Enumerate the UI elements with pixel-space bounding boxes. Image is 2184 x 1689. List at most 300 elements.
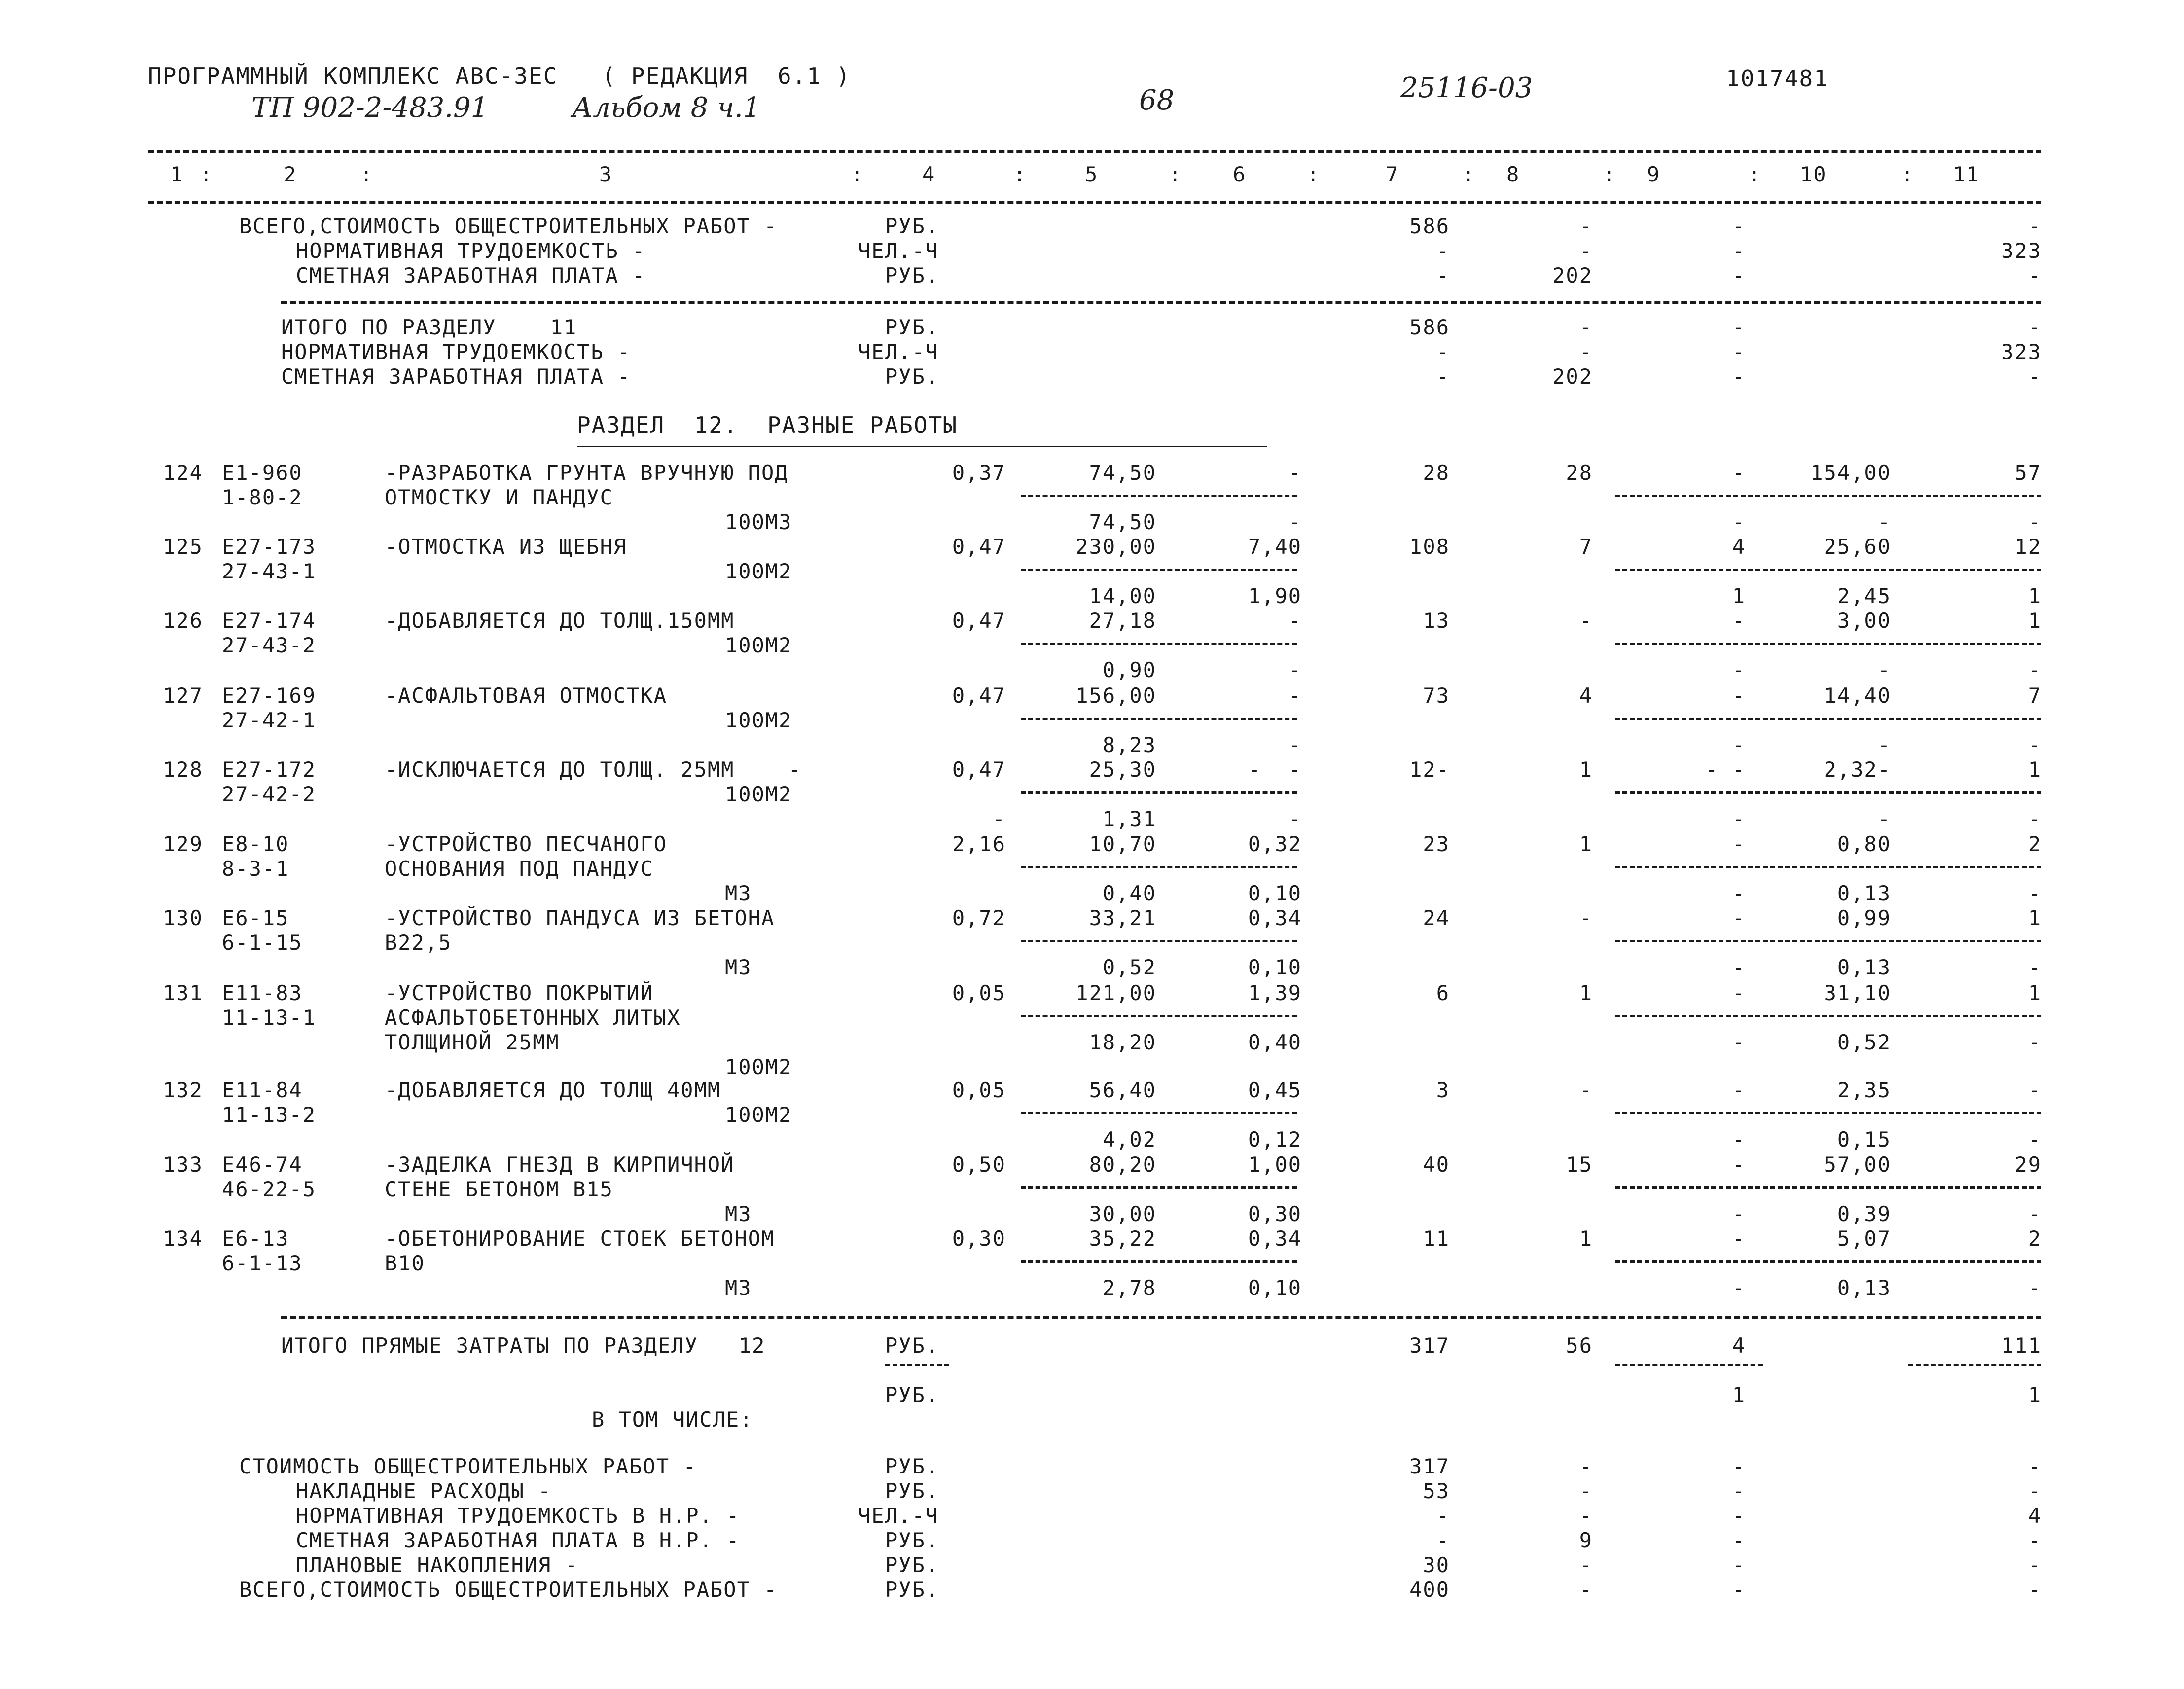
item-subrule-left: [1021, 1260, 1297, 1263]
column-separator: :: [1748, 162, 1762, 186]
summary-label: СМЕТНАЯ ЗАРАБОТНАЯ ПЛАТА -: [296, 263, 646, 287]
item-number: 129: [163, 832, 203, 856]
item-col6: -: [1288, 683, 1302, 708]
column-header-9: 9: [1647, 162, 1661, 186]
item-unit: 100М2: [725, 708, 792, 732]
item-col6-second: 0,10: [1248, 955, 1302, 979]
item-col5: 156,00: [1075, 683, 1156, 708]
item-col9-second: -: [1732, 1276, 1746, 1300]
item-col9: -: [1732, 1152, 1746, 1177]
item-col6-second: 0,40: [1248, 1030, 1302, 1054]
summary-col7: 400: [1409, 1578, 1450, 1602]
item-description: -УСТРОЙСТВО ПОКРЫТИЙ: [385, 981, 654, 1005]
item-col10-second: 0,13: [1837, 955, 1891, 979]
item-col6: 0,34: [1248, 906, 1302, 930]
item-col11: 57: [2014, 461, 2041, 485]
item-subrule-right: [1615, 495, 2041, 497]
summary-label: НОРМАТИВНАЯ ТРУДОЕМКОСТЬ В Н.Р. -: [296, 1504, 740, 1528]
column-separator: :: [1307, 162, 1321, 186]
item-subrule-left: [1021, 791, 1297, 794]
item-subrule-right: [1615, 866, 2041, 868]
item-col6: 0,45: [1248, 1078, 1302, 1102]
summary-unit: ЧЕЛ.-Ч: [858, 239, 939, 263]
item-number: 127: [163, 683, 203, 708]
item-col5: 25,30: [1089, 757, 1156, 782]
summary-col9: -: [1732, 214, 1746, 238]
item-col4-second: -: [992, 807, 1006, 831]
item-code: Е11-84: [222, 1078, 303, 1102]
header-rule-bottom: [148, 201, 2041, 204]
item-col9: -: [1732, 1226, 1746, 1251]
item-description: ТОЛЩИНОЙ 25ММ: [385, 1030, 560, 1054]
item-col10: 25,60: [1824, 535, 1891, 559]
item-reference: 1-80-2: [222, 485, 303, 509]
item-unit: 100М2: [725, 782, 792, 806]
summary-unit: РУБ.: [885, 364, 939, 389]
item-col5-second: 18,20: [1089, 1030, 1156, 1054]
summary-col8: 9: [1579, 1528, 1593, 1552]
item-col11: 2: [2028, 1226, 2041, 1251]
item-code: Е27-173: [222, 535, 317, 559]
item-col8: -: [1579, 906, 1593, 930]
program-title: ПРОГРАММНЫЙ КОМПЛЕКС АВС-3ЕС ( РЕДАКЦИЯ 6.1 ): [148, 63, 851, 89]
item-code: Е46-74: [222, 1152, 303, 1177]
item-number: 132: [163, 1078, 203, 1102]
item-col6-second: 0,10: [1248, 881, 1302, 905]
item-subrule-left: [1021, 495, 1297, 497]
item-code: Е27-172: [222, 757, 317, 782]
item-col6-second: -: [1288, 510, 1302, 534]
summary-col7: 53: [1423, 1479, 1450, 1503]
item-col6-second: -: [1288, 733, 1302, 757]
item-subrule-right: [1615, 1112, 2041, 1114]
summary-col11: -: [2028, 1578, 2041, 1602]
item-col8: 1: [1579, 1226, 1593, 1251]
item-col7: 108: [1409, 535, 1450, 559]
summary-col7: -: [1436, 1528, 1450, 1552]
item-description: ОТМОСТКУ И ПАНДУС: [385, 485, 613, 509]
item-description: -ОТМОСТКА ИЗ ЩЕБНЯ: [385, 535, 627, 559]
item-reference: 27-42-2: [222, 782, 317, 806]
item-col5-second: 0,52: [1102, 955, 1156, 979]
item-col5: 27,18: [1089, 609, 1156, 633]
column-header-2: 2: [284, 162, 297, 186]
summary-col8: -: [1579, 1578, 1593, 1602]
summary-col11: -: [2028, 263, 2041, 287]
summary-label: НОРМАТИВНАЯ ТРУДОЕМКОСТЬ -: [296, 239, 646, 263]
item-description: ОСНОВАНИЯ ПОД ПАНДУС: [385, 857, 654, 881]
item-col5: 230,00: [1075, 535, 1156, 559]
item-code: Е6-15: [222, 906, 289, 930]
item-col11: 1: [2028, 981, 2041, 1005]
item-subrule-left: [1021, 718, 1297, 720]
item-col9: -: [1732, 832, 1746, 856]
item-col5-second: 74,50: [1089, 510, 1156, 534]
item-code: Е27-169: [222, 683, 317, 708]
summary-col8: -: [1579, 1454, 1593, 1478]
item-col9: - -: [1705, 757, 1746, 782]
item-col5-second: 14,00: [1089, 584, 1156, 608]
item-col8: 4: [1579, 683, 1593, 708]
item-col7: 12-: [1409, 757, 1450, 782]
item-col9: -: [1732, 461, 1746, 485]
item-number: 133: [163, 1152, 203, 1177]
summary-unit: РУБ.: [885, 263, 939, 287]
item-description: -ЗАДЕЛКА ГНЕЗД В КИРПИЧНОЙ: [385, 1152, 735, 1177]
handwritten-album: Альбом 8 ч.1: [572, 92, 761, 124]
summary-unit: РУБ.: [885, 1578, 939, 1602]
item-col5: 74,50: [1089, 461, 1156, 485]
summary-col7: 586: [1409, 315, 1450, 339]
item-col5-second: 30,00: [1089, 1202, 1156, 1226]
item-col8: 7: [1579, 535, 1593, 559]
item-col6: -: [1288, 461, 1302, 485]
item-unit: М3: [725, 1202, 752, 1226]
item-subrule-left: [1021, 1015, 1297, 1017]
item-reference: 6-1-15: [222, 931, 303, 955]
item-col10: 2,32-: [1824, 757, 1891, 782]
item-col7: 3: [1436, 1078, 1450, 1102]
summary-unit: РУБ.: [885, 1479, 939, 1503]
summary-unit: РУБ.: [885, 1454, 939, 1478]
item-description: -ОБЕТОНИРОВАНИЕ СТОЕК БЕТОНОМ: [385, 1226, 775, 1251]
item-col11: -: [2028, 1078, 2041, 1102]
item-subrule-right: [1615, 1260, 2041, 1263]
column-header-11: 11: [1953, 162, 1980, 186]
item-col5: 56,40: [1089, 1078, 1156, 1102]
item-col6-second: 0,12: [1248, 1127, 1302, 1151]
item-col5: 10,70: [1089, 832, 1156, 856]
item-col11: 1: [2028, 906, 2041, 930]
item-unit: 100М2: [725, 1103, 792, 1127]
summary-col11: -: [2028, 1553, 2041, 1577]
item-subrule-left: [1021, 643, 1297, 645]
item-description: АСФАЛЬТОБЕТОННЫХ ЛИТЫХ: [385, 1006, 681, 1030]
item-col7: 13: [1423, 609, 1450, 633]
item-col6: 1,00: [1248, 1152, 1302, 1177]
item-col4: 0,05: [952, 981, 1006, 1005]
item-unit: М3: [725, 881, 752, 905]
item-description: -РАЗРАБОТКА ГРУНТА ВРУЧНУЮ ПОД: [385, 461, 788, 485]
item-col10: 57,00: [1824, 1152, 1891, 1177]
section-title: РАЗДЕЛ 12. РАЗНЫЕ РАБОТЫ: [577, 412, 958, 438]
item-col4: 2,16: [952, 832, 1006, 856]
item-col11-second: -: [2028, 955, 2041, 979]
item-col9-second: -: [1732, 807, 1746, 831]
item-col10-second: 0,15: [1837, 1127, 1891, 1151]
item-reference: 27-42-1: [222, 708, 317, 732]
item-description: -УСТРОЙСТВО ПЕСЧАНОГО: [385, 832, 668, 856]
item-reference: 27-43-1: [222, 559, 317, 583]
item-number: 130: [163, 906, 203, 930]
summary-col9: -: [1732, 1553, 1746, 1577]
summary-col9: -: [1732, 239, 1746, 263]
item-col5-second: 8,23: [1102, 733, 1156, 757]
item-col10-second: 0,13: [1837, 881, 1891, 905]
item-col5: 35,22: [1089, 1226, 1156, 1251]
item-col11-second: -: [2028, 881, 2041, 905]
item-col7: 40: [1423, 1152, 1450, 1177]
item-number: 126: [163, 609, 203, 633]
item-subrule-right: [1615, 643, 2041, 645]
handwritten-page-number: 68: [1139, 84, 1175, 116]
item-col9-second: -: [1732, 1030, 1746, 1054]
item-col4: 0,47: [952, 757, 1006, 782]
item-col5-second: 0,90: [1102, 658, 1156, 682]
summary-label: ИТОГО ПО РАЗДЕЛУ 11: [281, 315, 577, 339]
column-separator: :: [851, 162, 864, 186]
item-description: -ДОБАВЛЯЕТСЯ ДО ТОЛЩ.150ММ: [385, 609, 735, 633]
column-header-8: 8: [1506, 162, 1520, 186]
summary-col7: 317: [1409, 1454, 1450, 1478]
item-col10-second: -: [1877, 807, 1891, 831]
item-subrule-left: [1021, 1186, 1297, 1189]
item-col11-second: -: [2028, 1127, 2041, 1151]
header-rule-top: [148, 150, 2041, 153]
item-col11-second: -: [2028, 1202, 2041, 1226]
item-unit: 100М2: [725, 1055, 792, 1079]
item-subrule-right: [1615, 940, 2041, 942]
item-description: В22,5: [385, 931, 452, 955]
summary-label: НОРМАТИВНАЯ ТРУДОЕМКОСТЬ -: [281, 340, 631, 364]
item-col9: -: [1732, 906, 1746, 930]
column-separator: :: [200, 162, 214, 186]
item-col6-second: -: [1288, 658, 1302, 682]
summary-col9: -: [1732, 340, 1746, 364]
item-col9: -: [1732, 609, 1746, 633]
handwritten-reference: 25116-03: [1400, 72, 1533, 104]
direct-total-unit-second: РУБ.: [885, 1383, 939, 1407]
item-reference: 11-13-2: [222, 1103, 317, 1127]
item-col11-second: -: [2028, 733, 2041, 757]
item-subrule-left: [1021, 940, 1297, 942]
direct-total-col9: 4: [1732, 1333, 1746, 1358]
column-header-10: 10: [1800, 162, 1827, 186]
item-col9: 4: [1732, 535, 1746, 559]
summary-col9: -: [1732, 1504, 1746, 1528]
summary-unit: РУБ.: [885, 315, 939, 339]
item-number: 131: [163, 981, 203, 1005]
item-number: 124: [163, 461, 203, 485]
item-subrule-left: [1021, 866, 1297, 868]
column-header-4: 4: [922, 162, 936, 186]
item-col8: 1: [1579, 757, 1593, 782]
summary-col9: -: [1732, 1479, 1746, 1503]
item-number: 125: [163, 535, 203, 559]
item-col10-second: -: [1877, 510, 1891, 534]
item-col9-second: -: [1732, 658, 1746, 682]
item-col7: 11: [1423, 1226, 1450, 1251]
summary-label: ПЛАНОВЫЕ НАКОПЛЕНИЯ -: [296, 1553, 579, 1577]
summary-col9: -: [1732, 1454, 1746, 1478]
summary-col8: 202: [1552, 364, 1593, 389]
item-col6-second: 1,90: [1248, 584, 1302, 608]
item-col10-second: 2,45: [1837, 584, 1891, 608]
column-header-5: 5: [1085, 162, 1099, 186]
summary-col11: -: [2028, 315, 2041, 339]
item-reference: 11-13-1: [222, 1006, 317, 1030]
summary-unit: РУБ.: [885, 214, 939, 238]
item-col10-second: 0,52: [1837, 1030, 1891, 1054]
direct-total-label: ИТОГО ПРЯМЫЕ ЗАТРАТЫ ПО РАЗДЕЛУ 12: [281, 1333, 766, 1358]
item-col5: 33,21: [1089, 906, 1156, 930]
summary-col8: -: [1579, 315, 1593, 339]
item-col4: 0,47: [952, 609, 1006, 633]
summary-unit: РУБ.: [885, 1528, 939, 1552]
item-col11-second: -: [2028, 1030, 2041, 1054]
item-unit: 100М2: [725, 559, 792, 583]
item-col5-second: 0,40: [1102, 881, 1156, 905]
item-col9: -: [1732, 683, 1746, 708]
summary-label: СМЕТНАЯ ЗАРАБОТНАЯ ПЛАТА В Н.Р. -: [296, 1528, 740, 1552]
item-col8: 28: [1566, 461, 1593, 485]
item-col11-second: 1: [2028, 584, 2041, 608]
summary-col7: -: [1436, 340, 1450, 364]
column-header-7: 7: [1386, 162, 1399, 186]
summary-col8: -: [1579, 1479, 1593, 1503]
item-col8: -: [1579, 1078, 1593, 1102]
summary-col8: -: [1579, 1553, 1593, 1577]
direct-total-unit: РУБ.: [885, 1333, 939, 1358]
item-subrule-right: [1615, 1015, 2041, 1017]
direct-total-col11: 111: [2001, 1333, 2041, 1358]
direct-total-col11-second: 1: [2028, 1383, 2041, 1407]
item-subrule-right: [1615, 1186, 2041, 1189]
item-col6-second: 0,30: [1248, 1202, 1302, 1226]
summary-col8: -: [1579, 340, 1593, 364]
item-col10: 154,00: [1810, 461, 1891, 485]
item-col6-second: 0,10: [1248, 1276, 1302, 1300]
item-subrule-right: [1615, 791, 2041, 794]
item-col10: 0,80: [1837, 832, 1891, 856]
item-col6: - -: [1248, 757, 1302, 782]
item-code: Е27-174: [222, 609, 317, 633]
summary-col11: -: [2028, 214, 2041, 238]
column-separator: :: [1169, 162, 1182, 186]
item-col4: 0,72: [952, 906, 1006, 930]
item-description: -ДОБАВЛЯЕТСЯ ДО ТОЛЩ 40ММ: [385, 1078, 721, 1102]
item-col6-second: -: [1288, 807, 1302, 831]
item-col4: 0,30: [952, 1226, 1006, 1251]
item-col11: 29: [2014, 1152, 2041, 1177]
summary-label: СТОИМОСТЬ ОБЩЕСТРОИТЕЛЬНЫХ РАБОТ -: [239, 1454, 697, 1478]
item-col7: 24: [1423, 906, 1450, 930]
item-col10: 31,10: [1824, 981, 1891, 1005]
summary-col9: -: [1732, 1528, 1746, 1552]
item-col9-second: -: [1732, 733, 1746, 757]
item-col9: -: [1732, 1078, 1746, 1102]
item-code: Е8-10: [222, 832, 289, 856]
column-header-1: 1: [170, 162, 184, 186]
document-code: 1017481: [1726, 65, 1828, 92]
item-col11-second: -: [2028, 1276, 2041, 1300]
item-description: -УСТРОЙСТВО ПАНДУСА ИЗ БЕТОНА: [385, 906, 775, 930]
item-description: -АСФАЛЬТОВАЯ ОТМОСТКА: [385, 683, 668, 708]
item-unit: 100М3: [725, 510, 792, 534]
item-col9-second: -: [1732, 881, 1746, 905]
item-col10: 5,07: [1837, 1226, 1891, 1251]
summary-col11: 323: [2001, 239, 2041, 263]
item-col11-second: -: [2028, 807, 2041, 831]
item-col10: 2,35: [1837, 1078, 1891, 1102]
summary-col8: -: [1579, 239, 1593, 263]
item-col8: 1: [1579, 832, 1593, 856]
summary-label: НАКЛАДНЫЕ РАСХОДЫ -: [296, 1479, 552, 1503]
summary-col7: -: [1436, 239, 1450, 263]
item-col9: -: [1732, 981, 1746, 1005]
summary-col9: -: [1732, 1578, 1746, 1602]
item-col11: 2: [2028, 832, 2041, 856]
item-col5-second: 4,02: [1102, 1127, 1156, 1151]
direct-total-col7: 317: [1409, 1333, 1450, 1358]
item-col7: 28: [1423, 461, 1450, 485]
column-separator: :: [1603, 162, 1616, 186]
item-col9-second: -: [1732, 955, 1746, 979]
item-col4: 0,50: [952, 1152, 1006, 1177]
item-subrule-right: [1615, 569, 2041, 571]
item-col8: -: [1579, 609, 1593, 633]
item-col11: 1: [2028, 757, 2041, 782]
including-label: В ТОМ ЧИСЛЕ:: [592, 1407, 753, 1432]
column-separator: :: [360, 162, 374, 186]
item-col9-second: -: [1732, 510, 1746, 534]
handwritten-project-number: ТП 902-2-483.91: [251, 92, 489, 124]
item-col5-second: 2,78: [1102, 1276, 1156, 1300]
summary-col11: 4: [2028, 1504, 2041, 1528]
item-col10: 14,40: [1824, 683, 1891, 708]
item-col9-second: -: [1732, 1202, 1746, 1226]
summary-label: ВСЕГО,СТОИМОСТЬ ОБЩЕСТРОИТЕЛЬНЫХ РАБОТ -: [239, 214, 778, 238]
item-col10-second: 0,13: [1837, 1276, 1891, 1300]
item-description: В10: [385, 1251, 425, 1275]
item-description: СТЕНЕ БЕТОНОМ В15: [385, 1177, 613, 1201]
summary-col7: -: [1436, 263, 1450, 287]
item-col11-second: -: [2028, 658, 2041, 682]
item-col10: 0,99: [1837, 906, 1891, 930]
item-col6: 0,34: [1248, 1226, 1302, 1251]
item-col5-second: 1,31: [1102, 807, 1156, 831]
item-col10: 3,00: [1837, 609, 1891, 633]
item-col10-second: -: [1877, 733, 1891, 757]
summary-col9: -: [1732, 315, 1746, 339]
item-description: -ИСКЛЮЧАЕТСЯ ДО ТОЛЩ. 25ММ -: [385, 757, 802, 782]
summary-col11: -: [2028, 364, 2041, 389]
item-reference: 8-3-1: [222, 857, 289, 881]
item-unit: М3: [725, 955, 752, 979]
direct-total-col9-second: 1: [1732, 1383, 1746, 1407]
summary-col9: -: [1732, 263, 1746, 287]
item-reference: 6-1-13: [222, 1251, 303, 1275]
item-col6: 7,40: [1248, 535, 1302, 559]
column-header-3: 3: [599, 162, 613, 186]
item-col6: 1,39: [1248, 981, 1302, 1005]
item-subrule-left: [1021, 569, 1297, 571]
summary-col7: -: [1436, 1504, 1450, 1528]
item-col9-second: -: [1732, 1127, 1746, 1151]
item-code: Е1-960: [222, 461, 303, 485]
item-col7: 6: [1436, 981, 1450, 1005]
summary-col8: -: [1579, 1504, 1593, 1528]
item-code: Е11-83: [222, 981, 303, 1005]
item-col8: 1: [1579, 981, 1593, 1005]
item-col6: 0,32: [1248, 832, 1302, 856]
item-reference: 46-22-5: [222, 1177, 317, 1201]
summary-col7: 586: [1409, 214, 1450, 238]
section-title-underline: [577, 445, 1267, 449]
direct-total-unit-rule: [885, 1364, 949, 1366]
item-col11: 7: [2028, 683, 2041, 708]
item-col4: 0,47: [952, 535, 1006, 559]
